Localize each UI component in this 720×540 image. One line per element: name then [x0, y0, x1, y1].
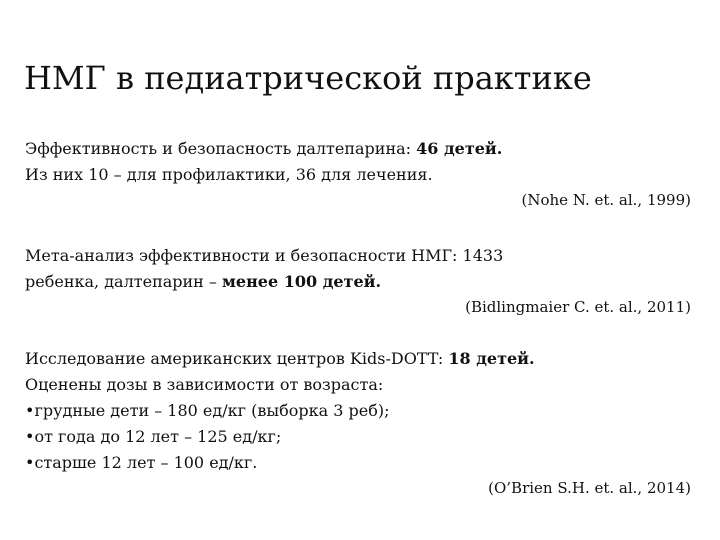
study-nohe-count: 46 детей. — [416, 139, 503, 158]
dose-bullet-1-12-years: •от года до 12 лет – 125 ед/кг; — [25, 427, 282, 446]
study-bidlingmaier-text: ребенка, далтепарин – — [25, 272, 223, 291]
study-nohe-line-1 — [25, 136, 695, 162]
study-bidlingmaier-line-2 — [25, 269, 695, 295]
slide-title: НМГ в педиатрической практике — [24, 59, 592, 97]
study-nohe-text: Эффективность и безопасность далтепарина: — [25, 139, 417, 158]
study-kids-dott-text: Исследование американских центров Kids-DOTT: — [25, 349, 449, 368]
study-kids-dott-reference: (O’Brien S.H. et. al., 2014) — [488, 479, 691, 497]
study-bidlingmaier-line-1: Мета-анализ эффективности и безопасности НМГ: 1433 — [25, 246, 504, 265]
study-kids-dott-line-2: Оценены дозы в зависимости от возраста: — [25, 375, 384, 394]
dose-bullet-infants: •грудные дети – 180 ед/кг (выборка 3 реб); — [25, 401, 390, 420]
study-bidlingmaier-count: менее 100 детей. — [222, 272, 382, 291]
study-kids-dott — [25, 346, 695, 500]
study-bidlingmaier-reference: (Bidlingmaier C. et. al., 2011) — [465, 298, 691, 316]
study-nohe-reference: (Nohe N. et. al., 1999) — [521, 191, 691, 209]
study-kids-dott-line-1 — [25, 346, 695, 372]
study-kids-dott-count: 18 детей. — [448, 349, 535, 368]
dose-bullet-over-12: •старше 12 лет – 100 ед/кг. — [25, 453, 258, 472]
study-nohe — [25, 136, 695, 212]
study-nohe-line-2: Из них 10 – для профилактики, 36 для лечения. — [25, 165, 433, 184]
study-bidlingmaier — [25, 243, 695, 319]
